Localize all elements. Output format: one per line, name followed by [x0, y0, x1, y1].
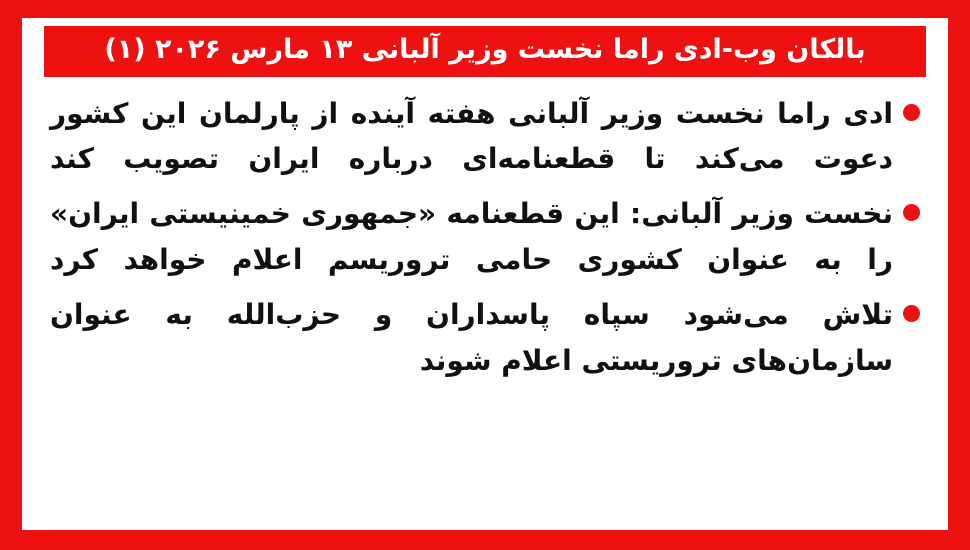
list-item-text: تلاش می‌شود سپاه پاسداران و حزب‌الله به عنوان سازمان‌های تروریستی اعلام شوند — [50, 298, 893, 377]
headline-container — [22, 18, 948, 77]
list-item-text: نخست وزیر آلبانی: این قطعنامه «جمهوری خمینیستی ایران» را به عنوان کشوری حامی تروریسم اعلام خواهد کرد — [50, 197, 893, 276]
bullet-dot-icon — [903, 305, 920, 322]
bullet-dot-icon — [903, 104, 920, 121]
list-item — [50, 91, 920, 182]
list-item-text: ادی راما نخست وزیر آلبانی هفته آینده از پارلمان این کشور دعوت می‌کند تا قطعنامه‌ای درباره ایران تصویب کند — [50, 96, 893, 176]
list-item — [50, 292, 920, 383]
card-inner — [22, 18, 948, 530]
list-item — [50, 191, 920, 282]
bullet-dot-icon — [903, 204, 920, 221]
headline-banner: بالکان وب-ادی راما نخست وزیر آلبانی ۱۳ مارس ۲۰۲۶ (۱) — [44, 26, 926, 77]
bullet-list — [22, 77, 948, 530]
